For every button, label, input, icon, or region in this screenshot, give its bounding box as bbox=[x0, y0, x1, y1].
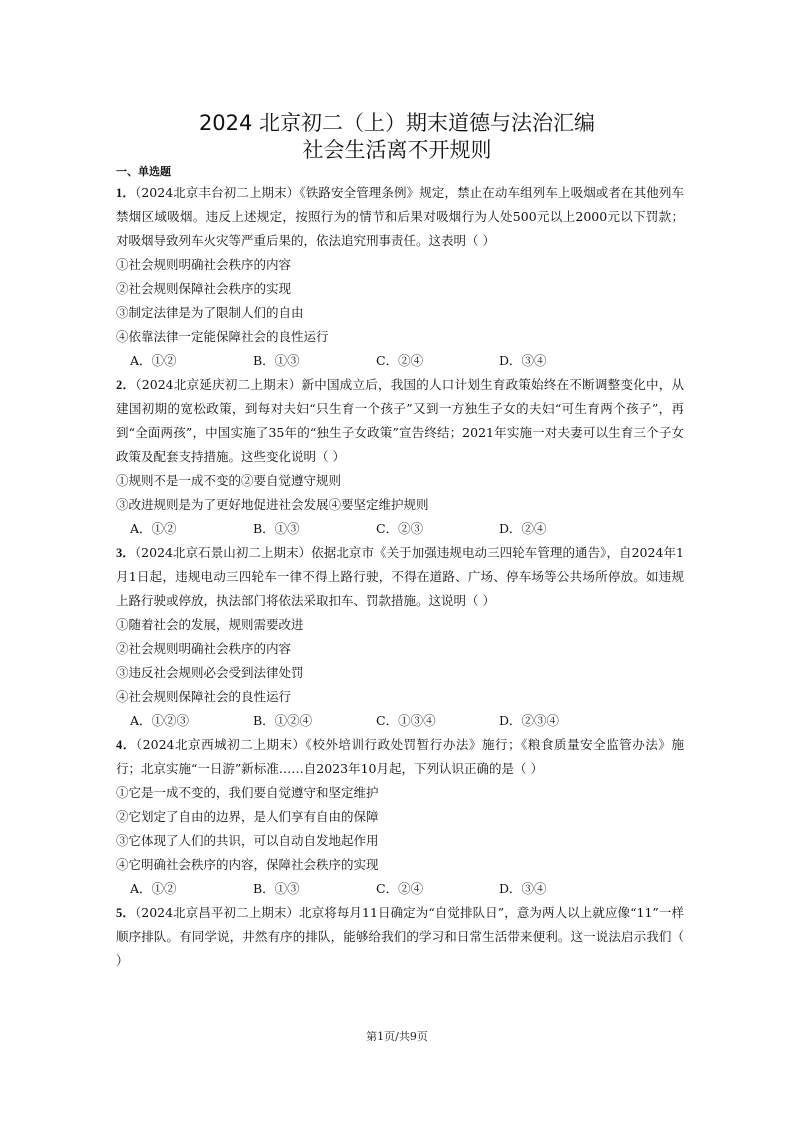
question-number: 2． bbox=[116, 378, 136, 392]
answer-choice[interactable]: B．①③ bbox=[253, 881, 300, 896]
statement-option: ①规则不是一成不变的②要自觉遵守规则 bbox=[116, 473, 342, 488]
question-text: （2024北京延庆初二上期末）新中国成立后，我国的人口计划生育政策始终在不断调整变化中，从建国初期的宽松政策，到每对夫妇“只生育一个孩子”又到一方独生子女的夫妇“可生育两个孩子”，再到“全面两孩”，中国实施了35年的“独生子女政策”宣告终结；2021年实施一对夫妻可以生育三个子女政策及配套支持措施。这些变化说明（ ） bbox=[116, 377, 684, 464]
question-stem bbox=[116, 181, 684, 253]
answer-choice[interactable]: C．①③④ bbox=[376, 713, 436, 728]
question-number: 4． bbox=[116, 738, 136, 752]
statement-option: ②它划定了自由的边界，是人们享有自由的保障 bbox=[116, 809, 379, 824]
answer-choice[interactable]: A．①② bbox=[130, 521, 177, 536]
statement-option: ④社会规则保障社会的良性运行 bbox=[116, 689, 292, 704]
statement-option: ③制定法律是为了限制人们的自由 bbox=[116, 305, 304, 320]
document-title: 2024 北京初二（上）期末道德与法治汇编 bbox=[198, 111, 596, 135]
answer-choice[interactable]: B．①③ bbox=[253, 521, 300, 536]
answer-choice[interactable]: D．②④ bbox=[499, 521, 547, 536]
question-text: （2024北京石景山初二上期末）依据北京市《关于加强违规电动三四轮车管理的通告》，自2024年1月1日起，违规电动三四轮车一律不得上路行驶，不得在道路、广场、停车场等公共场所停放。如违规上路行驶或停放，执法部门将依法采取扣车、罚款措施。这说明（ ） bbox=[116, 545, 684, 608]
question-block bbox=[116, 901, 684, 973]
statement-option: ④它明确社会秩序的内容，保障社会秩序的实现 bbox=[116, 857, 379, 872]
question-block bbox=[116, 541, 684, 733]
answer-choices bbox=[116, 349, 684, 373]
statement-option: ②社会规则明确社会秩序的内容 bbox=[116, 641, 292, 656]
statement-option: ④依靠法律一定能保障社会的良性运行 bbox=[116, 329, 329, 344]
answer-choice[interactable]: B．①②④ bbox=[253, 713, 313, 728]
question-list bbox=[116, 181, 684, 973]
question-block bbox=[116, 181, 684, 373]
answer-choice[interactable]: A．①② bbox=[130, 353, 177, 368]
statement-option: ③改进规则是为了更好地促进社会发展④要坚定维护规则 bbox=[116, 497, 429, 512]
answer-choice[interactable]: C．②③ bbox=[376, 521, 424, 536]
question-text: （2024北京西城初二上期末）《校外培训行政处罚暂行办法》施行；《粮食质量安全监管办法》施行；北京实施“一日游”新标准……自2023年10月起，下列认识正确的是（ ） bbox=[116, 737, 684, 776]
statement-option: ①它是一成不变的，我们要自觉遵守和坚定维护 bbox=[116, 785, 379, 800]
question-text: （2024北京昌平初二上期末）北京将每月11日确定为“自觉排队日”，意为两人以上就应像“11”一样顺序排队。有同学说，井然有序的排队，能够给我们的学习和日常生活带来便利。这一说法启示我们（ ） bbox=[116, 905, 684, 968]
answer-choice[interactable]: C．②④ bbox=[376, 881, 424, 896]
answer-choice[interactable]: D．②③④ bbox=[499, 713, 560, 728]
answer-choice[interactable]: A．①②③ bbox=[130, 713, 190, 728]
question-stem bbox=[116, 901, 684, 973]
question-stem bbox=[116, 373, 684, 469]
question-block bbox=[116, 733, 684, 901]
question-number: 3． bbox=[116, 546, 135, 560]
question-stem bbox=[116, 541, 684, 613]
answer-choices bbox=[116, 877, 684, 901]
answer-choice[interactable]: D．③④ bbox=[499, 881, 547, 896]
question-number: 1． bbox=[116, 186, 135, 200]
answer-choices bbox=[116, 709, 684, 733]
answer-choice[interactable]: D．③④ bbox=[499, 353, 547, 368]
page-footer: 第1页/共9页 bbox=[366, 1030, 428, 1043]
statement-option: ②社会规则保障社会秩序的实现 bbox=[116, 281, 292, 296]
question-stem bbox=[116, 733, 684, 781]
statement-option: ①随着社会的发展，规则需要改进 bbox=[116, 617, 304, 632]
answer-choice[interactable]: C．②④ bbox=[376, 353, 424, 368]
statement-option: ①社会规则明确社会秩序的内容 bbox=[116, 257, 292, 272]
question-block bbox=[116, 373, 684, 541]
statement-option: ③它体现了人们的共识，可以自动自发地起作用 bbox=[116, 833, 379, 848]
answer-choice[interactable]: B．①③ bbox=[253, 353, 300, 368]
document-subtitle: 社会生活离不开规则 bbox=[302, 138, 492, 162]
statement-option: ③违反社会规则必会受到法律处罚 bbox=[116, 665, 304, 680]
question-number: 5． bbox=[116, 906, 135, 920]
answer-choice[interactable]: A．①② bbox=[130, 881, 177, 896]
section-label: 一、单选题 bbox=[116, 165, 171, 178]
question-text: （2024北京丰台初二上期末）《铁路安全管理条例》规定，禁止在动车组列车上吸烟或者在其他列车禁烟区域吸烟。违反上述规定，按照行为的情节和后果对吸烟行为人处500元以上2000元以下罚款；对吸烟导致列车火灾等严重后果的，依法追究刑事责任。这表明（ ） bbox=[116, 185, 684, 248]
answer-choices bbox=[116, 517, 684, 541]
